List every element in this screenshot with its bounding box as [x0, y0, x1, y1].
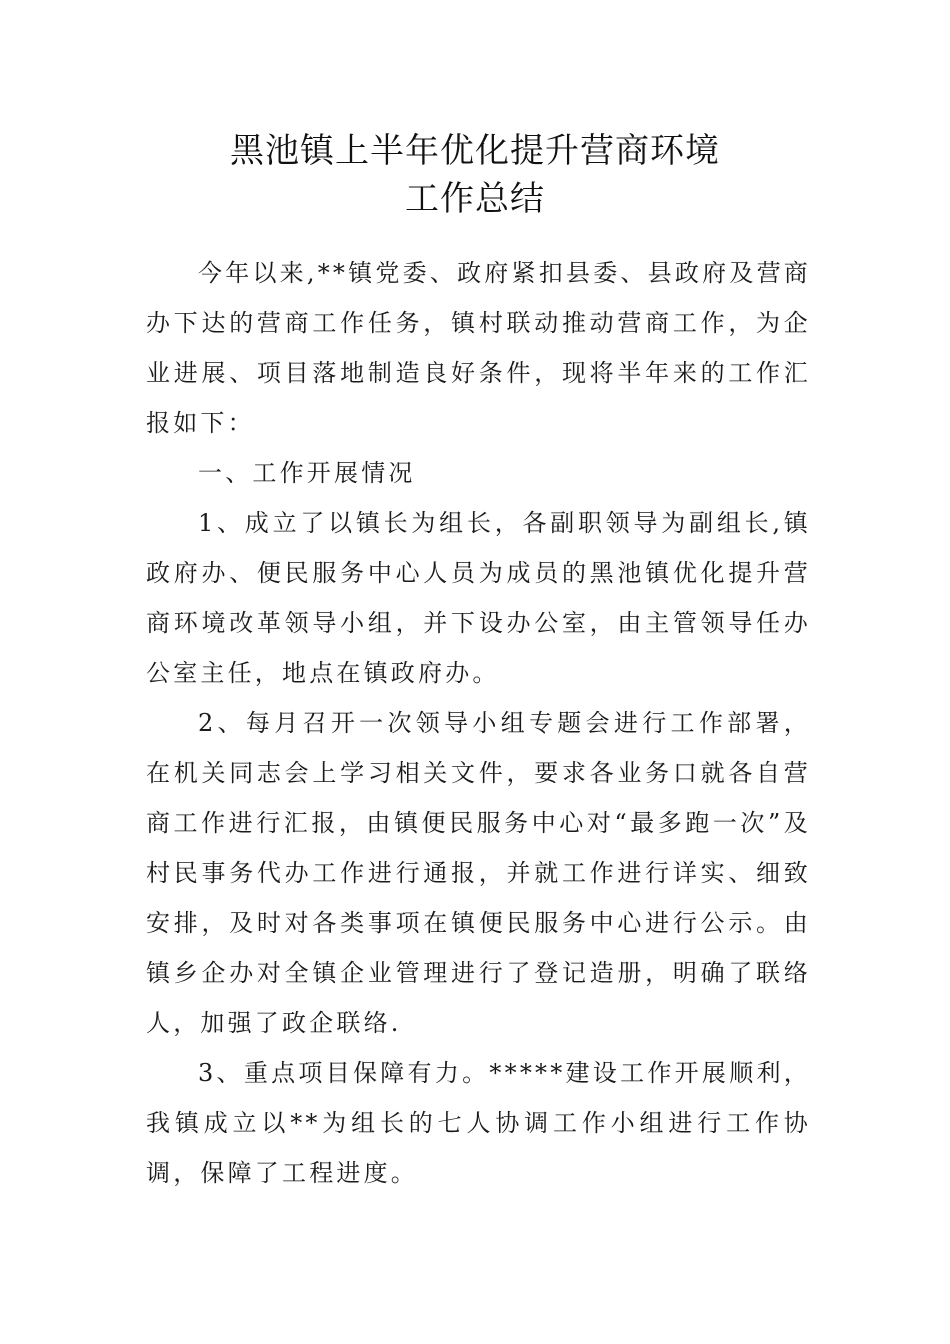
- paragraph-item-1: 1、成立了以镇长为组长，各副职领导为副组长,镇政府办、便民服务中心人员为成员的黑池镇优化提升营商环境改革领导小组，并下设办公室，由主管领导任办公室主任，地点在镇政府办。: [146, 509, 811, 687]
- document-title-line-2: 工作总结: [405, 179, 545, 219]
- section-heading-work-status: 一、工作开展情况: [198, 459, 416, 487]
- document-title-line-1: 黑池镇上半年优化提升营商环境: [230, 131, 720, 171]
- document-body: [146, 248, 811, 1198]
- paragraph-item-3: 3、重点项目保障有力。*****建设工作开展顺利，我镇成立以**为组长的七人协调工作小组进行工作协调，保障了工程进度。: [146, 1059, 811, 1187]
- paragraph-item-2: 2、每月召开一次领导小组专题会进行工作部署，在机关同志会上学习相关文件，要求各业务口就各自营商工作进行汇报，由镇便民服务中心对“最多跑一次”及村民事务代办工作进行通报，并就工作进行详实、细致安排，及时对各类事项在镇便民服务中心进行公示。由镇乡企办对全镇企业管理进行了登记造册，明确了联络人，加强了政企联络.: [146, 709, 811, 1037]
- paragraph-intro: 今年以来,**镇党委、政府紧扣县委、县政府及营商办下达的营商工作任务，镇村联动推动营商工作，为企业进展、项目落地制造良好条件，现将半年来的工作汇报如下：: [146, 259, 811, 437]
